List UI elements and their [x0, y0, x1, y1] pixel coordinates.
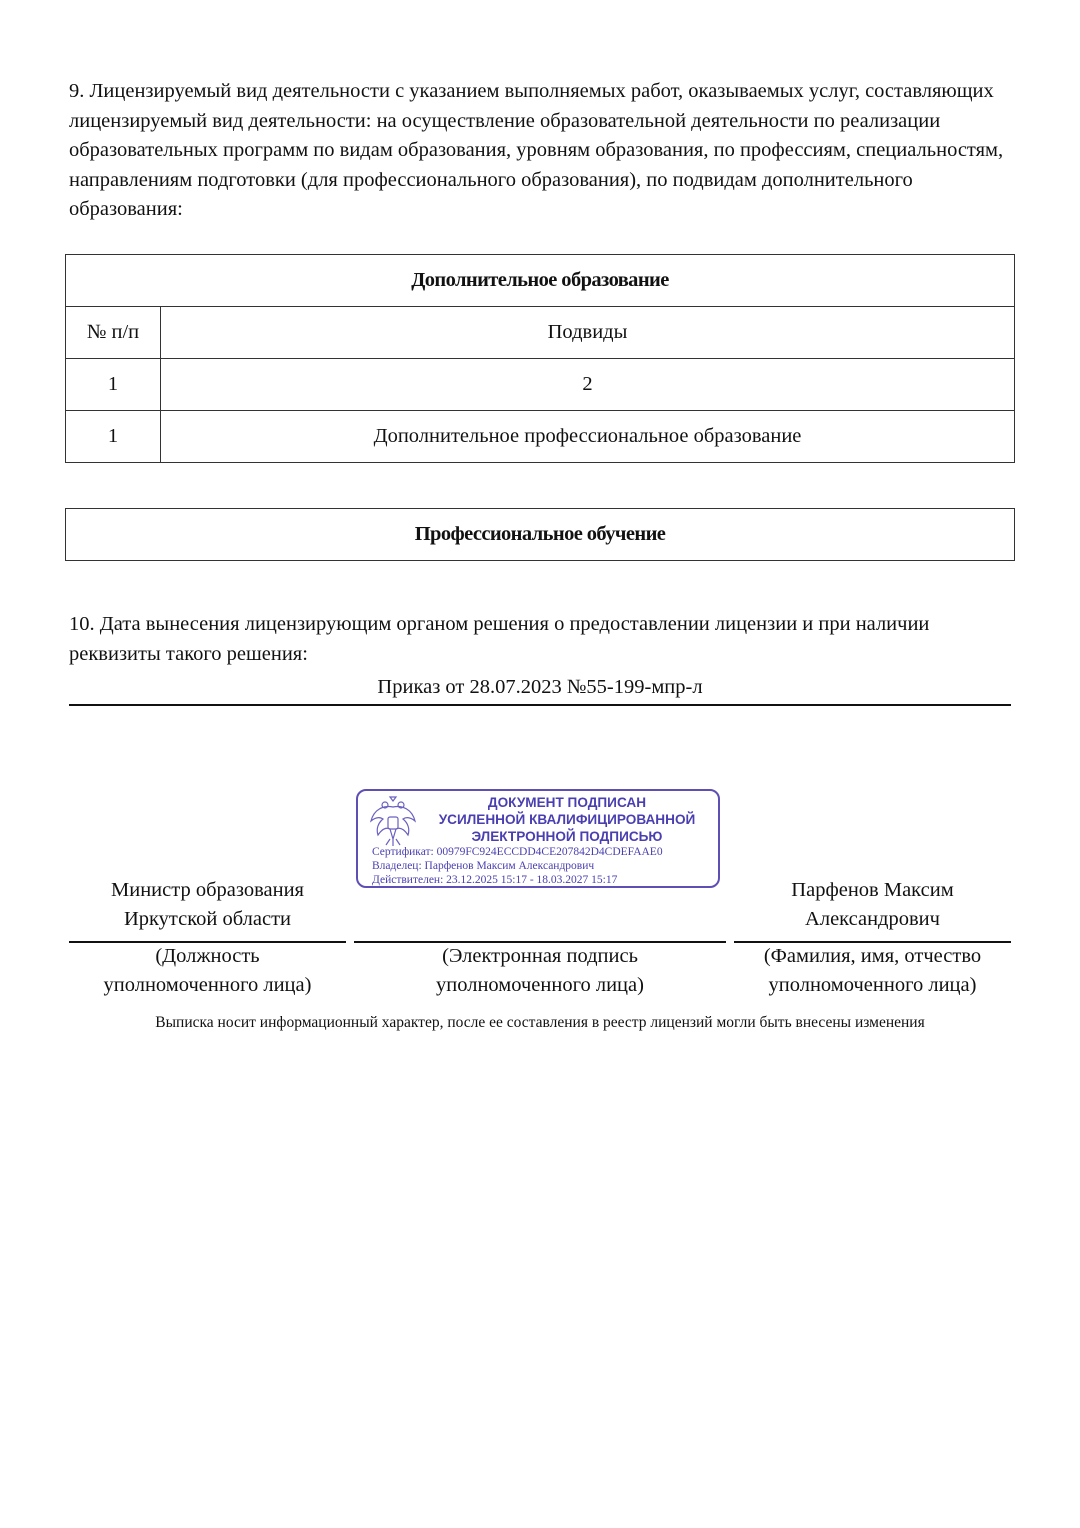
- caption-line: (Фамилия, имя, отчество: [763, 945, 982, 967]
- caption-line: уполномоченного лица): [768, 974, 977, 996]
- signer-name-line: Парфенов Максим: [791, 879, 954, 901]
- table-row: [66, 411, 1015, 463]
- cell-number: 1: [66, 411, 161, 463]
- stamp-title-line: ЭЛЕКТРОННОЙ ПОДПИСЬЮ: [471, 829, 663, 844]
- section-10-text: 10. Дата вынесения лицензирующим органом решения о предоставлении лицензии и при наличии реквизиты такого решения:: [69, 613, 930, 665]
- signer-name: [734, 876, 1011, 934]
- footnote: Выписка носит информационный характер, после ее составления в реестр лицензий могли быть внесены изменения: [155, 1014, 925, 1031]
- cell-number: 1: [66, 359, 161, 411]
- caption-signature: [354, 942, 726, 1000]
- stamp-certificate: Сертификат: 00979FC924ECCDD4CE207842D4CDEFAAE0: [372, 846, 663, 858]
- table-header-row: [66, 307, 1015, 359]
- decision-reference: Приказ от 28.07.2023 №55-199-мпр-л: [377, 676, 703, 698]
- cell-subtype: Дополнительное профессиональное образование: [161, 411, 1015, 463]
- caption-position: [69, 942, 346, 1000]
- coat-of-arms-icon: [366, 795, 420, 847]
- additional-education-table: [65, 254, 1015, 463]
- signer-position-line: Министр образования: [111, 879, 304, 901]
- caption-line: (Электронная подпись: [442, 945, 638, 967]
- stamp-valid: Действителен: 23.12.2025 15:17 - 18.03.2027 15:17: [372, 874, 618, 886]
- table-title: Дополнительное образование: [66, 255, 1015, 307]
- caption-line: уполномоченного лица): [103, 974, 312, 996]
- signer-position: [69, 876, 346, 934]
- caption-line: (Должность: [155, 945, 260, 967]
- section-9-text: 9. Лицензируемый вид деятельности с указанием выполняемых работ, оказываемых услуг, составляющих лицензируемый вид деятельности: на осуществление образовательной деятельности по реализации образовательных программ по видам образования, уровням образования, по профессиям, специальностям, направлениям подготовки (для профессионального образования), по подвидам дополнительного образования:: [69, 80, 1004, 220]
- caption-name: [734, 942, 1011, 1000]
- caption-line: уполномоченного лица): [436, 974, 644, 996]
- table-row: [66, 359, 1015, 411]
- cell-subtype: 2: [161, 359, 1015, 411]
- decision-underline: [69, 704, 1011, 706]
- stamp-owner: Владелец: Парфенов Максим Александрович: [372, 860, 595, 872]
- stamp-title: [420, 794, 714, 845]
- electronic-signature-stamp: [356, 789, 720, 888]
- header-subtypes: Подвиды: [161, 307, 1015, 359]
- signer-position-line: Иркутской области: [123, 908, 292, 930]
- stamp-title-line: ДОКУМЕНТ ПОДПИСАН: [487, 795, 647, 810]
- header-number: № п/п: [66, 307, 161, 359]
- professional-training-table: [65, 508, 1015, 561]
- signer-name-line: Александрович: [805, 908, 940, 930]
- stamp-info: [372, 845, 663, 887]
- stamp-title-line: УСИЛЕННОЙ КВАЛИФИЦИРОВАННОЙ: [438, 812, 696, 827]
- table-title: Профессиональное обучение: [66, 509, 1015, 561]
